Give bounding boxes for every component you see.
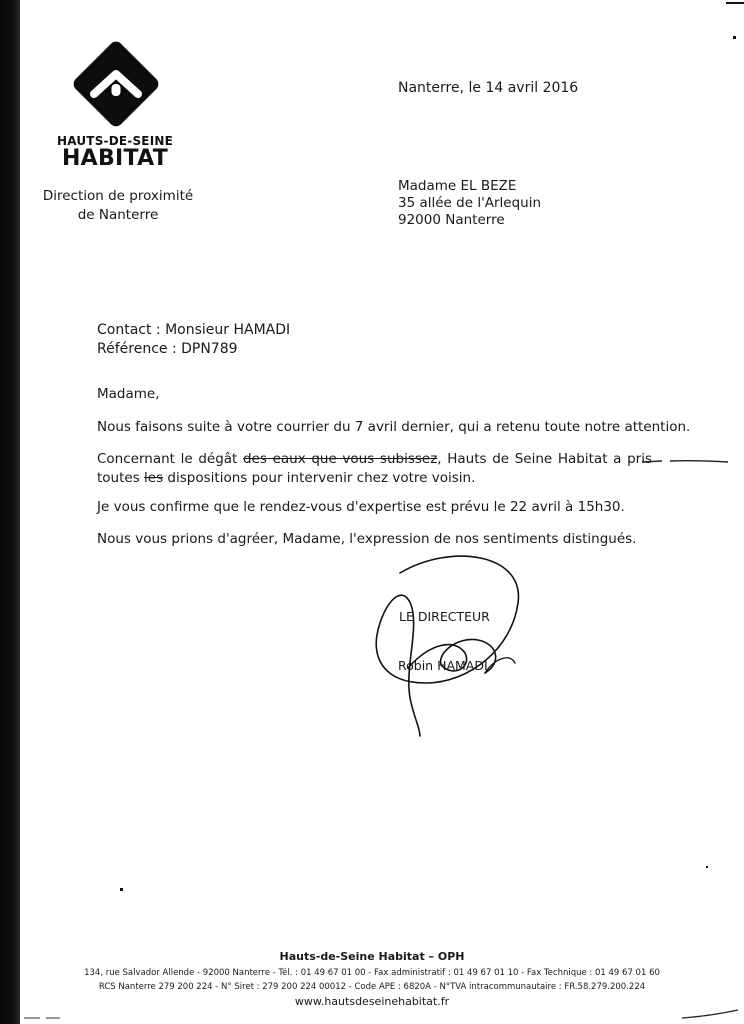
paragraph-2-struck-2: les [144, 470, 164, 486]
handwritten-strike-line [640, 456, 730, 468]
handwritten-signature [360, 548, 530, 738]
direction-block [30, 187, 206, 225]
paragraph-2-start: Concernant le dégât [97, 451, 243, 467]
contact-line: Contact : Monsieur HAMADI [97, 322, 291, 338]
recipient-address [398, 178, 541, 229]
direction-line2: de Nanterre [77, 207, 159, 223]
bottom-left-scan-mark [22, 1014, 62, 1022]
footer-company: Hauts-de-Seine Habitat – OPH [279, 950, 465, 963]
org-name-line2: HABITAT [61, 146, 169, 171]
paragraph-4: Nous vous prions d'agréer, Madame, l'expression de nos sentiments distingués. [97, 531, 637, 547]
scan-edge-shadow [0, 0, 20, 1024]
scan-speck [120, 888, 123, 891]
paragraph-2-end: dispositions pour intervenir chez votre voisin. [163, 470, 476, 486]
footer-registration-line: RCS Nanterre 279 200 224 - N° Siret : 279 200 224 00012 - Code APE : 6820A - N°TVA intracommunautaire : FR.58.279.200.224 [98, 982, 646, 992]
recipient-name: Madame EL BEZE [398, 178, 517, 194]
corner-mark-right-dot [733, 36, 736, 39]
reference-block [97, 321, 290, 359]
recipient-street: 35 allée de l'Arlequin [398, 195, 542, 211]
paragraph-2-middle: , Hauts de Seine Habitat a pris toutes [97, 451, 652, 486]
reference-line: Référence : DPN789 [97, 341, 238, 357]
greeting: Madame, [97, 386, 160, 402]
house-in-diamond-icon [66, 34, 166, 134]
footer-address-line: 134, rue Salvador Allende - 92000 Nanterre - Tél. : 01 49 67 01 00 - Fax administratif : 01 49 67 01 10 - Fax Technique : 01 49 67 01 60 [84, 968, 660, 978]
letter-date: Nanterre, le 14 avril 2016 [398, 80, 579, 96]
paragraph-1: Nous faisons suite à votre courrier du 7 avril dernier, qui a retenu toute notre attention. [97, 419, 691, 435]
direction-line1: Direction de proximité [42, 188, 194, 204]
org-name-line1: HAUTS-DE-SEINE [57, 134, 173, 148]
recipient-city: 92000 Nanterre [398, 212, 505, 228]
footer-website-link[interactable]: www.hautsdeseinehabitat.fr [294, 995, 450, 1008]
scan-speck [706, 866, 708, 868]
paragraph-3: Je vous confirme que le rendez-vous d'expertise est prévu le 22 avril à 15h30. [97, 499, 625, 515]
corner-mark-top-right [726, 2, 744, 4]
paragraph-2-struck: des eaux que vous subissez [243, 451, 438, 467]
paragraph-2 [97, 450, 652, 488]
bottom-right-scan-mark [680, 1006, 740, 1022]
signatory-name: Robin HAMADI [398, 658, 488, 673]
signatory-title: LE DIRECTEUR [399, 609, 490, 624]
